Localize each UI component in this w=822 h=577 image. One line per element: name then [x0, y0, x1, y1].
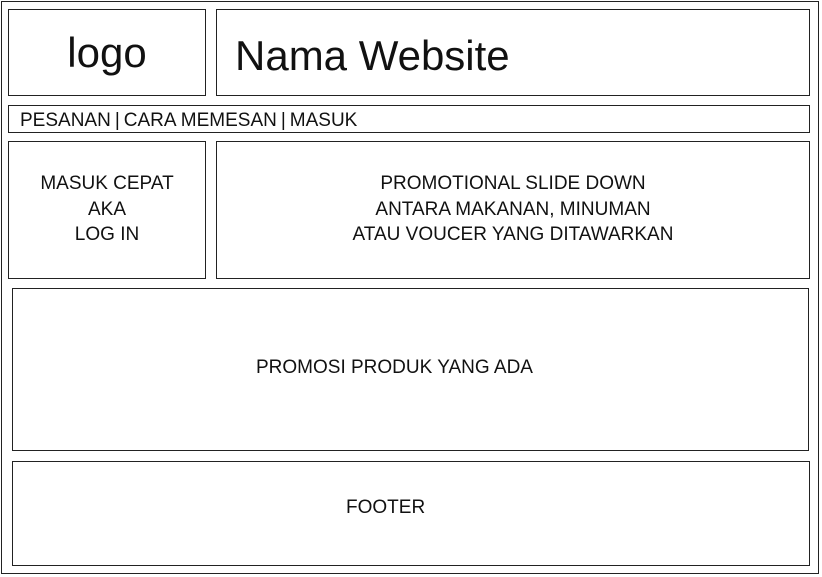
promo-slideshow-text	[217, 171, 809, 248]
product-promotions-label: PROMOSI PRODUK YANG ADA	[256, 357, 533, 378]
logo-box[interactable]	[8, 9, 206, 96]
footer-label: FOOTER	[346, 497, 426, 518]
site-title: Nama Website	[235, 32, 510, 79]
quick-login-line: MASUK CEPAT	[40, 173, 174, 194]
promo-slide-line: ANTARA MAKANAN, MINUMAN	[375, 198, 651, 220]
nav-item-pesanan[interactable]: PESANAN	[20, 110, 111, 131]
quick-login-panel[interactable]	[8, 141, 206, 279]
quick-login-line: AKA	[87, 198, 127, 220]
logo: logo	[67, 28, 147, 76]
nav-bar	[8, 105, 810, 133]
product-promotions-section	[12, 288, 809, 451]
nav-separator: |	[280, 110, 286, 131]
site-title-box	[216, 9, 810, 96]
nav-menu	[20, 110, 357, 132]
footer	[12, 461, 810, 566]
promo-slideshow[interactable]	[216, 141, 810, 279]
quick-login-line: LOG IN	[74, 224, 140, 245]
promo-slide-line: ATAU VOUCER YANG DITAWARKAN	[352, 224, 674, 245]
nav-item-cara-memesan[interactable]: CARA MEMESAN	[123, 110, 277, 131]
nav-separator: |	[114, 110, 120, 131]
nav-item-masuk[interactable]: MASUK	[289, 110, 358, 131]
quick-login-text	[9, 171, 205, 248]
promo-slide-line: PROMOTIONAL SLIDE DOWN	[380, 173, 646, 194]
